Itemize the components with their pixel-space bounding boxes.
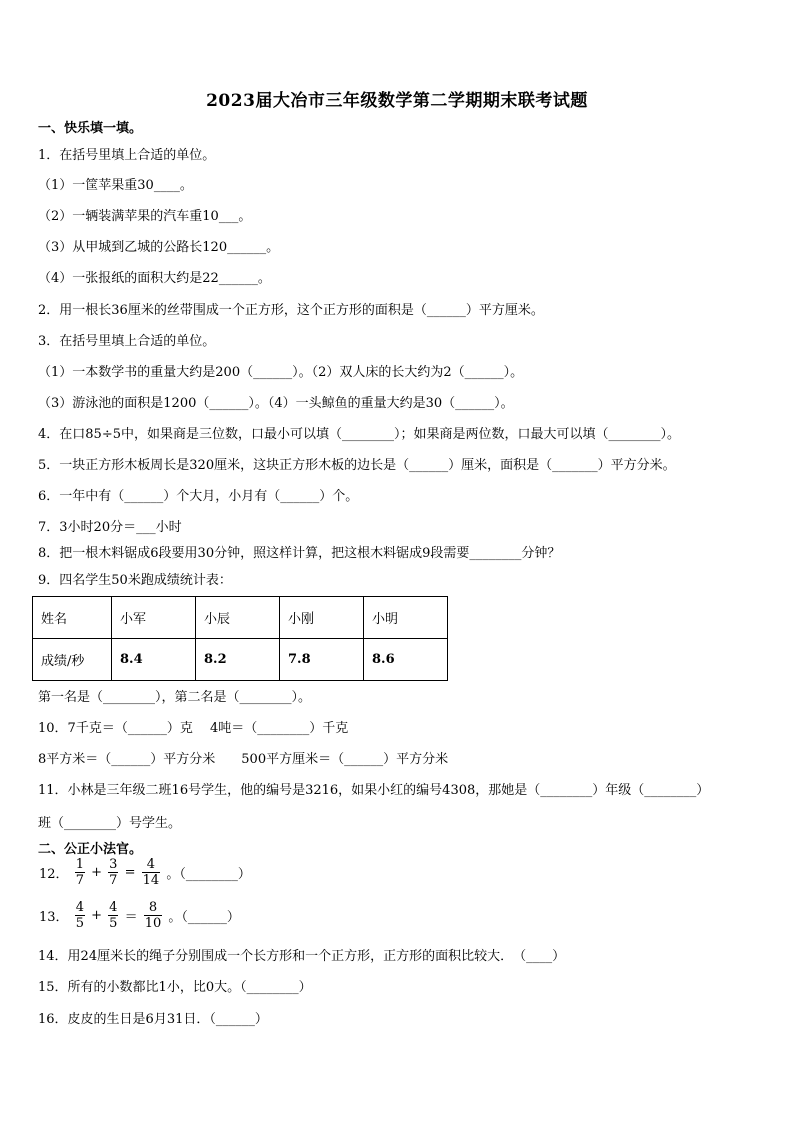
page-title: 2023届大冶市三年级数学第二学期期末联考试题 (206, 91, 588, 111)
numerator: 4 (75, 900, 84, 915)
question-1-item-4: （4）一张报纸的面积大约是22______。 (38, 271, 271, 286)
numerator: 4 (142, 857, 161, 873)
fraction (144, 900, 163, 931)
denominator: 5 (75, 916, 84, 931)
question-1-stem: 1．在括号里填上合适的单位。 (38, 148, 216, 163)
numerator: 1 (75, 857, 84, 872)
question-1-item-2: （2）一辆装满苹果的汽车重10___。 (38, 209, 252, 224)
operator: + (91, 865, 103, 880)
table-header-row (33, 597, 448, 639)
table-cell: 小明 (364, 597, 448, 639)
fraction (75, 900, 85, 931)
question-7: 7．3小时20分＝___小时 (38, 520, 182, 535)
table-cell: 小辰 (196, 597, 280, 639)
question-3-line-1: （1）一本数学书的重量大约是200（______）。（2）双人床的长大约为2（______）。 (38, 365, 524, 380)
question-11-line-2: 班（________）号学生。 (38, 816, 182, 831)
question-4: 4．在口85÷5中，如果商是三位数，口最小可以填（________）；如果商是两位数，口最大可以填（________）。 (38, 427, 680, 442)
question-10-line-2: 8平方米＝（______）平方分米 500平方厘米＝（______）平方分米 (38, 752, 449, 767)
operator: ＝ (124, 910, 138, 925)
denominator: 10 (144, 916, 162, 931)
running-score-table (32, 596, 448, 681)
question-8: 8．把一根木料锯成6段要用30分钟，照这样计算，把这根木料锯成9段需要________分钟？ (38, 546, 561, 561)
table-cell: 姓名 (33, 597, 112, 639)
question-15: 15．所有的小数都比1小，比0大。（________） (38, 980, 312, 995)
fraction (75, 857, 85, 888)
denominator: 5 (109, 916, 118, 931)
numerator: 3 (109, 857, 118, 872)
question-10-line-1: 10．7千克＝（______）克 4吨＝（________）千克 (38, 721, 349, 736)
question-16: 16．皮皮的生日是6月31日．（______） (38, 1012, 268, 1027)
table-row (33, 639, 448, 681)
question-5: 5．一块正方形木板周长是320厘米，这块正方形木板的边长是（______）厘米，面积是（_______）平方分米。 (38, 458, 676, 473)
answer-blank: 。（______） (168, 910, 240, 925)
operator: + (91, 908, 103, 923)
question-9-stem: 9．四名学生50米跑成绩统计表： (38, 573, 232, 588)
fraction (108, 900, 118, 931)
section-heading-1: 一、快乐填一填。 (38, 121, 143, 136)
table-cell: 8.6 (364, 639, 448, 681)
question-11-line-1: 11．小林是三年级二班16号学生，他的编号是3216，如果小红的编号4308，那她是（________）年级（________） (38, 783, 710, 798)
question-number: 12． (39, 867, 69, 882)
table-cell: 7.8 (280, 639, 364, 681)
section-heading-2: 二、公正小法官。 (38, 842, 143, 857)
question-3-line-2: （3）游泳池的面积是1200（______）。（4）一头鲸鱼的重量大约是30（______）。 (38, 396, 514, 411)
operator: = (124, 865, 136, 880)
table-cell: 小军 (112, 597, 196, 639)
denominator: 7 (75, 873, 84, 888)
question-6: 6．一年中有（______）个大月，小月有（______）个。 (38, 489, 359, 504)
table-cell: 8.4 (112, 639, 196, 681)
fraction (142, 857, 161, 888)
question-9-after: 第一名是（________），第二名是（________）。 (38, 690, 312, 705)
question-1-item-1: （1）一筐苹果重30____。 (38, 178, 193, 193)
question-number: 13． (39, 910, 69, 925)
question-12 (38, 857, 252, 888)
table-cell: 成绩/秒 (33, 639, 112, 681)
question-3-stem: 3．在括号里填上合适的单位。 (38, 334, 216, 349)
denominator: 7 (109, 873, 118, 888)
question-13 (38, 900, 241, 931)
answer-blank: 。（________） (166, 867, 251, 882)
table-cell: 小刚 (280, 597, 364, 639)
question-14: 14．用24厘米长的绳子分别围成一个长方形和一个正方形，正方形的面积比较大． （____） (38, 949, 566, 964)
question-1-item-3: （3）从甲城到乙城的公路长120______。 (38, 240, 280, 255)
question-2: 2．用一根长36厘米的丝带围成一个正方形，这个正方形的面积是（______）平方厘米。 (38, 303, 544, 318)
table-cell: 8.2 (196, 639, 280, 681)
fraction (108, 857, 118, 888)
denominator: 14 (142, 873, 160, 888)
numerator: 8 (144, 900, 163, 916)
numerator: 4 (109, 900, 118, 915)
